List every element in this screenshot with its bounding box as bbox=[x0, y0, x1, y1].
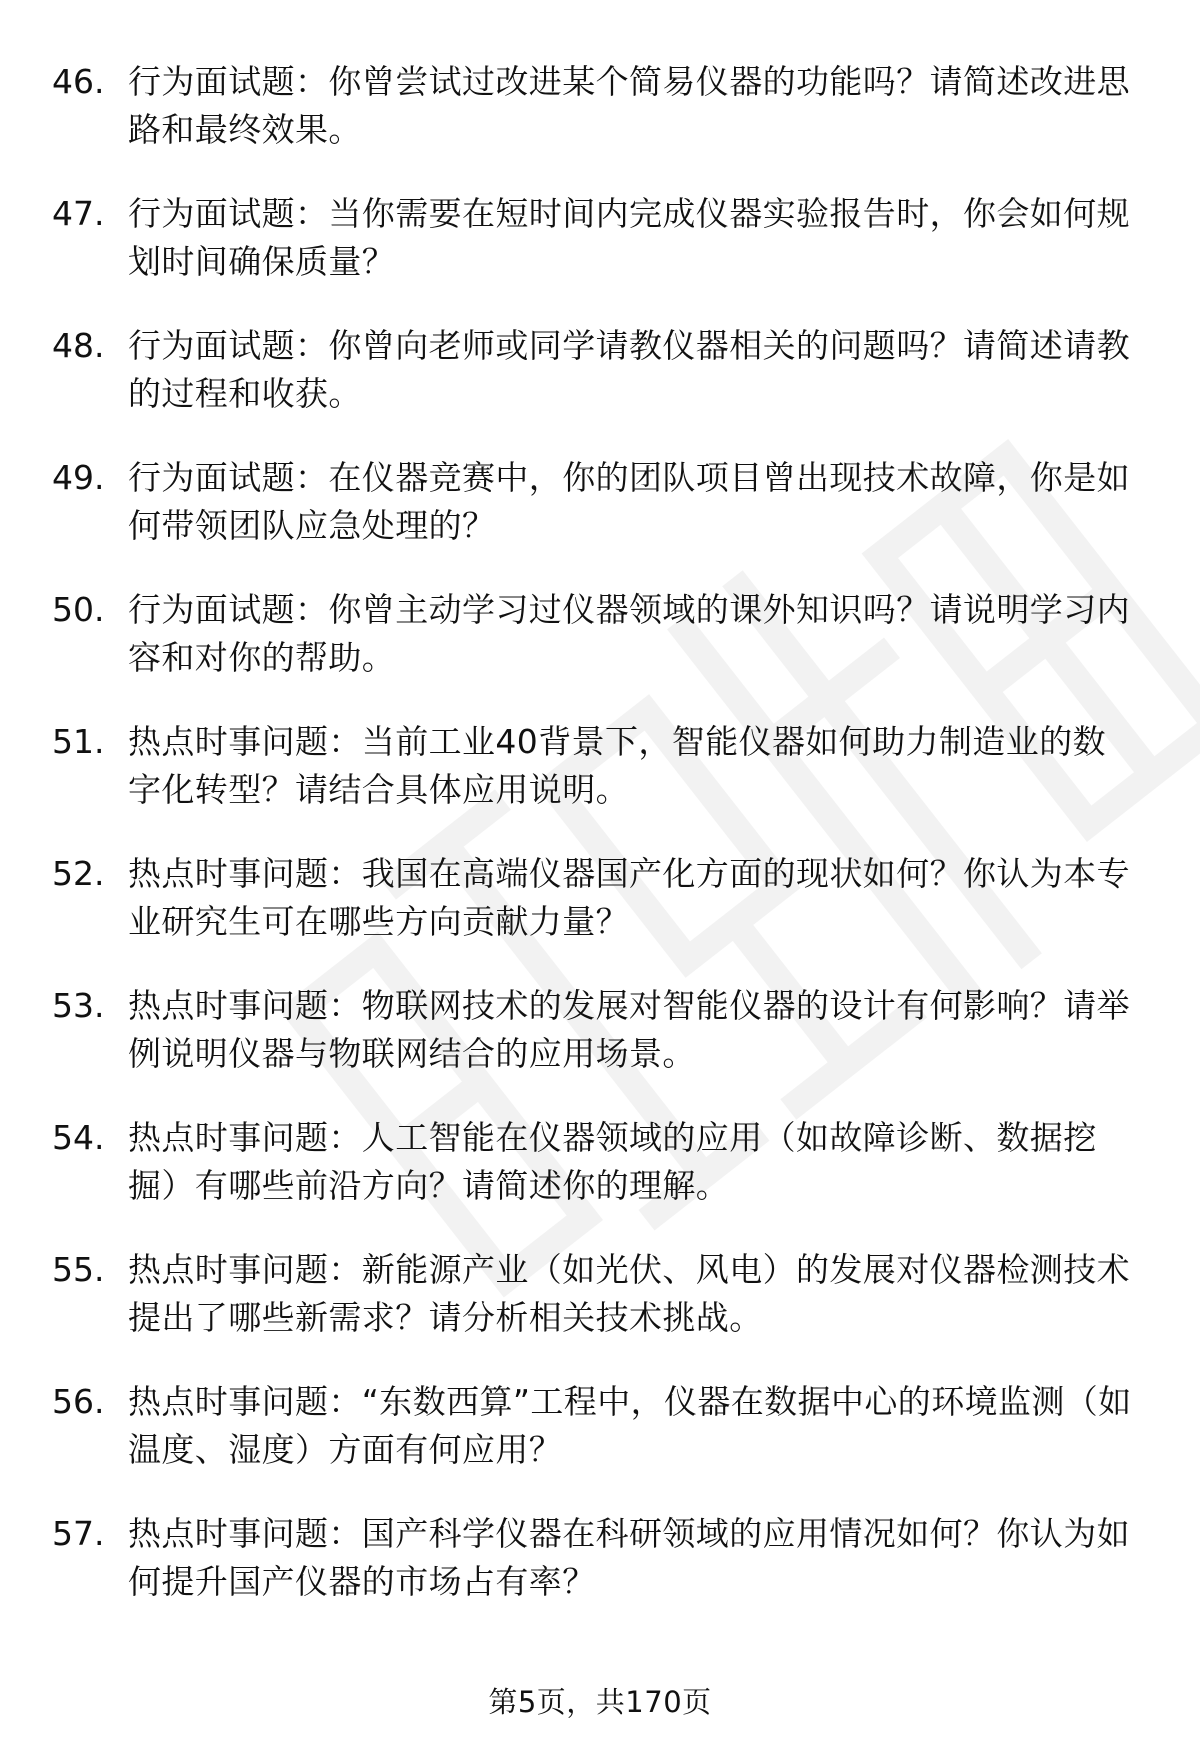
question-item-57 bbox=[52, 1510, 1152, 1642]
question-text: 行为面试题：你曾主动学习过仪器领域的课外知识吗？请说明学习内容和对你的帮助。 bbox=[128, 590, 1130, 677]
question-item-53 bbox=[52, 982, 1152, 1114]
question-list bbox=[52, 58, 1152, 1642]
question-number: 49. bbox=[52, 458, 105, 497]
question-number: 50. bbox=[52, 590, 105, 629]
question-number: 56. bbox=[52, 1382, 105, 1421]
question-number: 51. bbox=[52, 722, 105, 761]
question-text: 热点时事问题：物联网技术的发展对智能仪器的设计有何影响？请举例说明仪器与物联网结合的应用场景。 bbox=[128, 986, 1130, 1073]
page-number-footer: 第5页，共170页 bbox=[488, 1685, 712, 1719]
question-number: 55. bbox=[52, 1250, 105, 1289]
question-number: 48. bbox=[52, 326, 105, 365]
question-text: 行为面试题：当你需要在短时间内完成仪器实验报告时，你会如何规划时间确保质量？ bbox=[128, 194, 1130, 281]
question-text: 行为面试题：你曾向老师或同学请教仪器相关的问题吗？请简述请教的过程和收获。 bbox=[128, 326, 1130, 413]
question-text: 行为面试题：你曾尝试过改进某个简易仪器的功能吗？请简述改进思路和最终效果。 bbox=[128, 62, 1130, 149]
question-item-55 bbox=[52, 1246, 1152, 1378]
question-item-51 bbox=[52, 718, 1152, 850]
question-item-50 bbox=[52, 586, 1152, 718]
question-text: 热点时事问题：当前工业40背景下，智能仪器如何助力制造业的数字化转型？请结合具体应用说明。 bbox=[128, 722, 1106, 809]
question-item-46 bbox=[52, 58, 1152, 190]
question-item-54 bbox=[52, 1114, 1152, 1246]
question-number: 47. bbox=[52, 194, 105, 233]
question-text: 热点时事问题：“东数西算”工程中，仪器在数据中心的环境监测（如温度、湿度）方面有何应用？ bbox=[128, 1382, 1132, 1469]
question-item-49 bbox=[52, 454, 1152, 586]
question-item-48 bbox=[52, 322, 1152, 454]
question-item-52 bbox=[52, 850, 1152, 982]
question-number: 52. bbox=[52, 854, 105, 893]
question-text: 热点时事问题：新能源产业（如光伏、风电）的发展对仪器检测技术提出了哪些新需求？请分析相关技术挑战。 bbox=[128, 1250, 1130, 1337]
question-text: 热点时事问题：人工智能在仪器领域的应用（如故障诊断、数据挖掘）有哪些前沿方向？请简述你的理解。 bbox=[128, 1118, 1097, 1205]
question-text: 行为面试题：在仪器竞赛中，你的团队项目曾出现技术故障，你是如何带领团队应急处理的？ bbox=[128, 458, 1130, 545]
question-item-56 bbox=[52, 1378, 1152, 1510]
question-item-47 bbox=[52, 190, 1152, 322]
question-text: 热点时事问题：国产科学仪器在科研领域的应用情况如何？你认为如何提升国产仪器的市场占有率？ bbox=[128, 1514, 1130, 1601]
question-number: 46. bbox=[52, 62, 105, 101]
question-text: 热点时事问题：我国在高端仪器国产化方面的现状如何？你认为本专业研究生可在哪些方向贡献力量？ bbox=[128, 854, 1130, 941]
question-number: 54. bbox=[52, 1118, 105, 1157]
question-number: 57. bbox=[52, 1514, 105, 1553]
question-number: 53. bbox=[52, 986, 105, 1025]
